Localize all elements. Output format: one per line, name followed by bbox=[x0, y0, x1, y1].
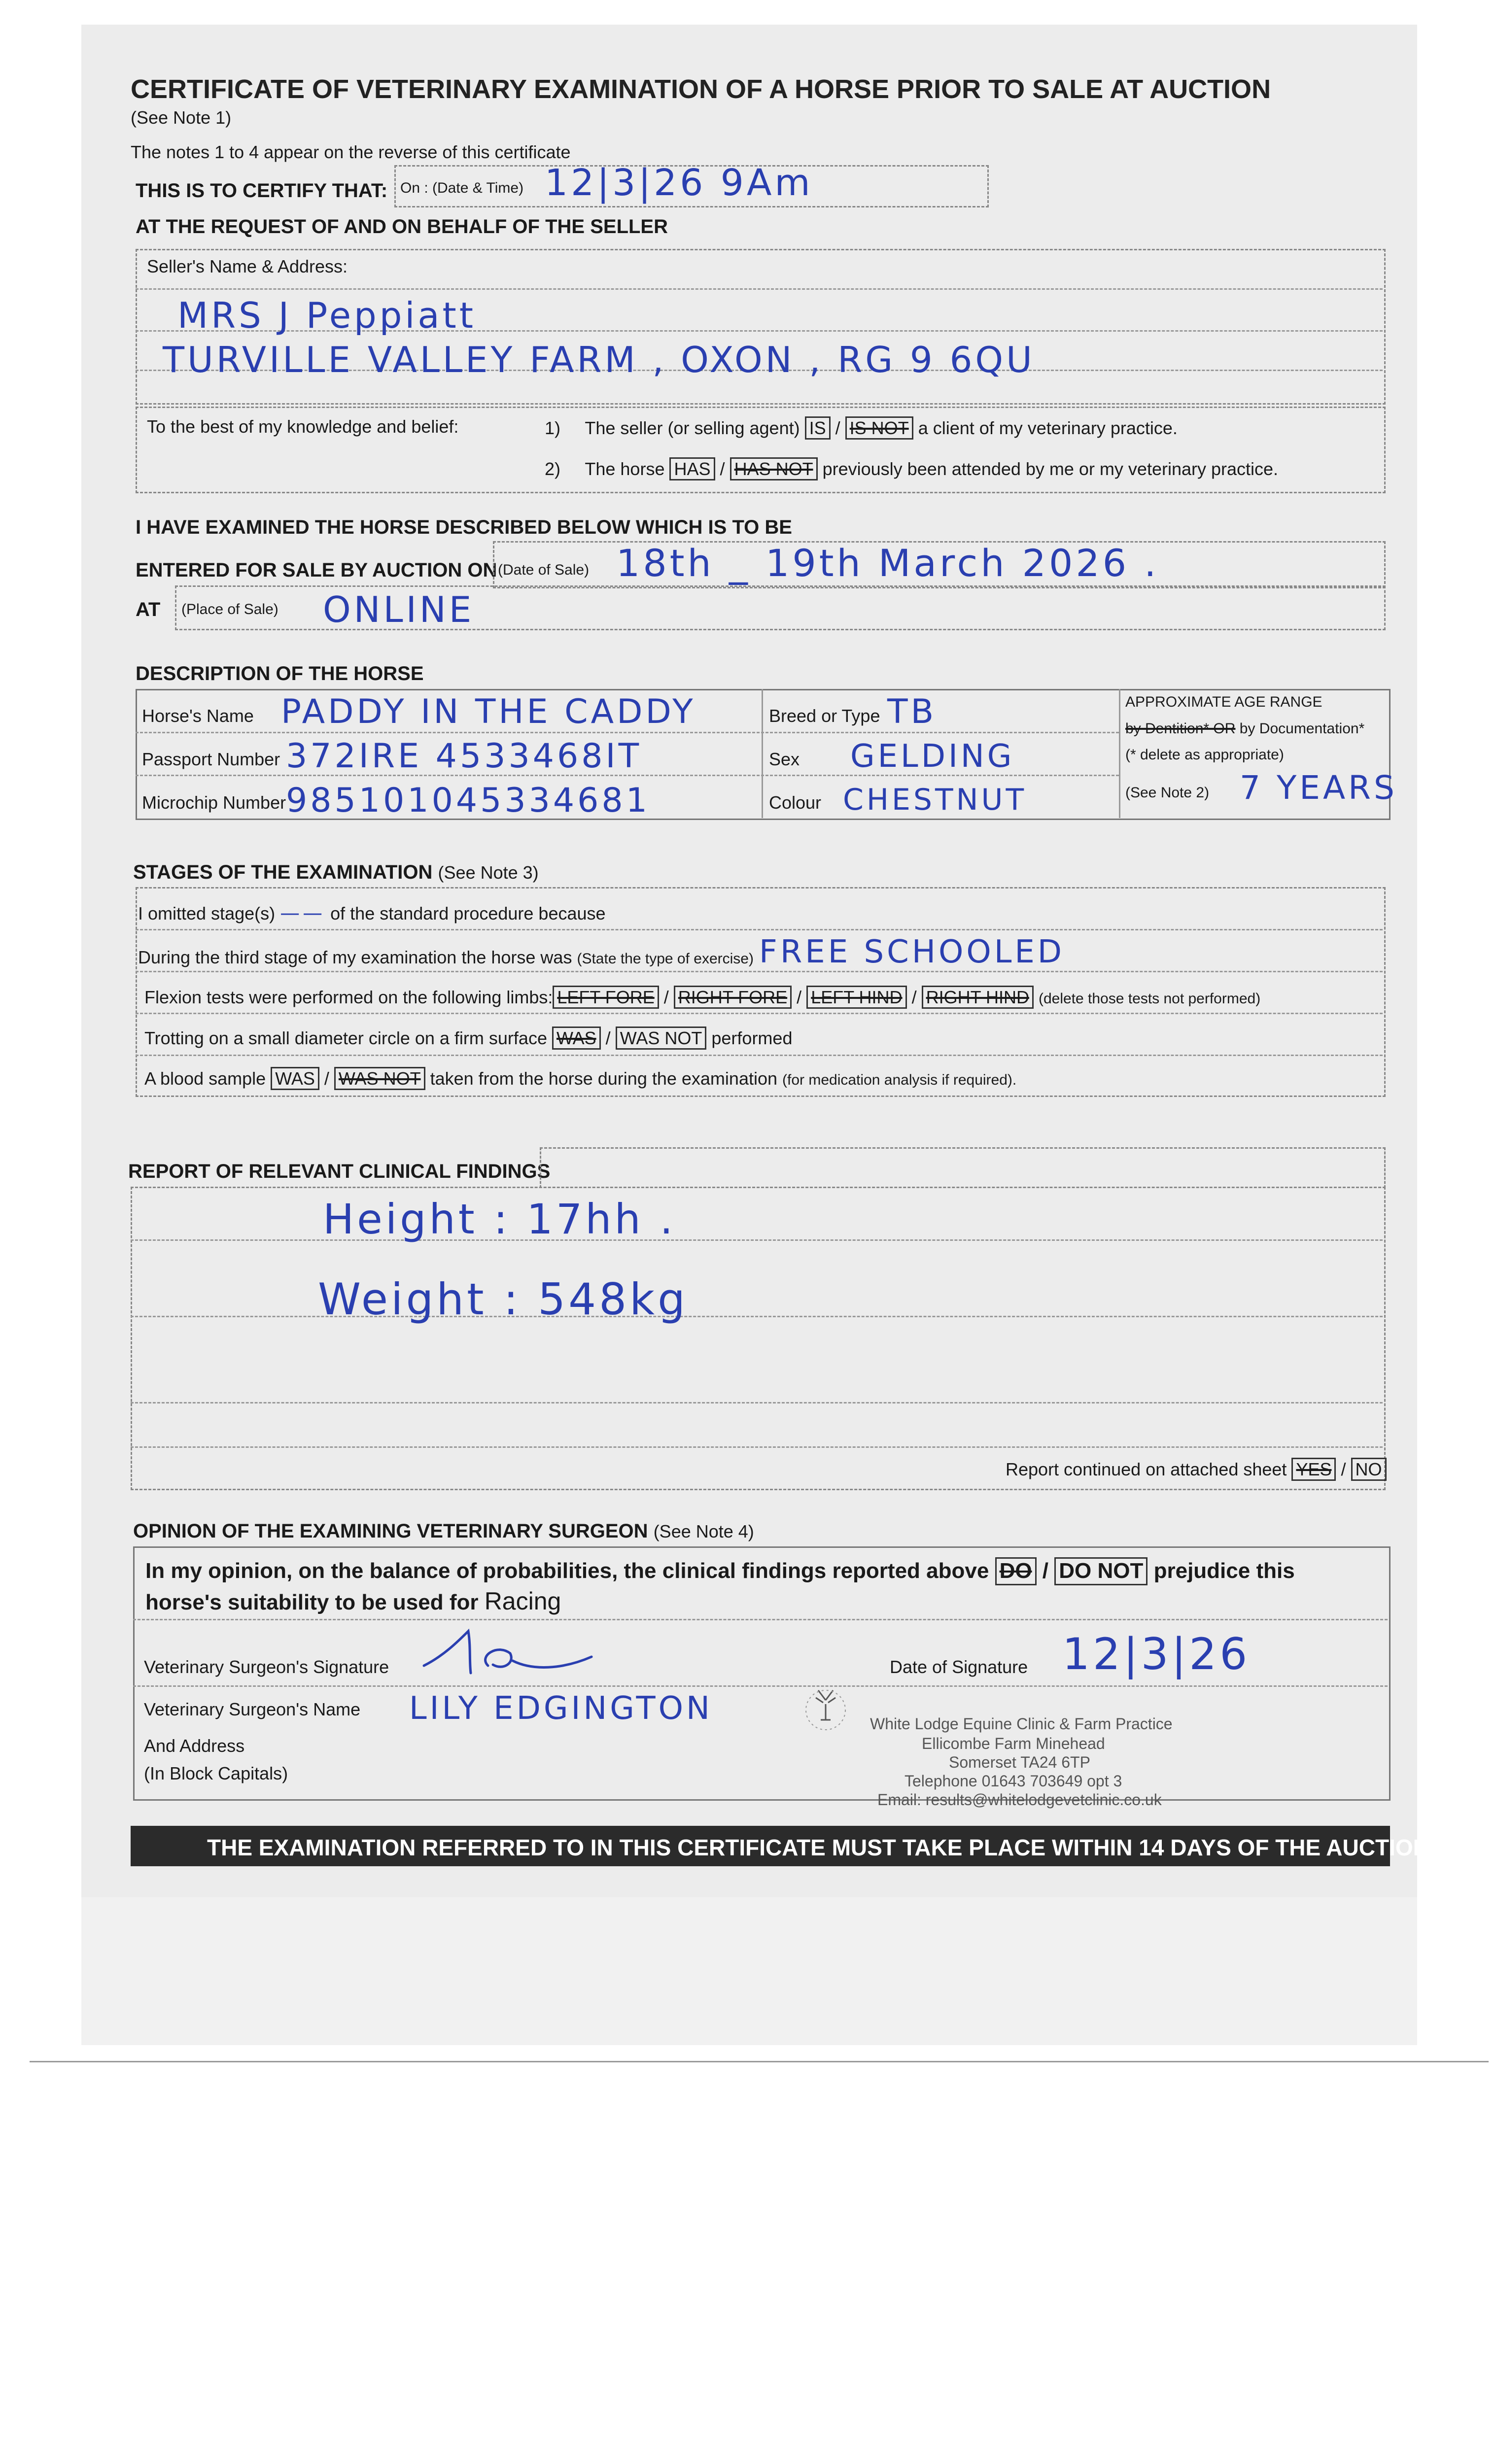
report-box bbox=[131, 1187, 1386, 1490]
blood-sep: / bbox=[324, 1068, 329, 1089]
date-of-sale-label: (Date of Sale) bbox=[498, 562, 590, 578]
certificate-title: CERTIFICATE OF VETERINARY EXAMINATION OF A HORSE PRIOR TO SALE AT AUCTION bbox=[131, 74, 1271, 104]
stages-line-1 bbox=[136, 929, 1383, 930]
stamp-line-4: Telephone 01643 703649 opt 3 bbox=[905, 1772, 1122, 1790]
blood-row bbox=[144, 1067, 1016, 1090]
age-delete-note: (* delete as appropriate) bbox=[1125, 747, 1284, 763]
item2-num: 2) bbox=[545, 459, 561, 479]
horse-name-label: Horse's Name bbox=[142, 706, 254, 726]
item2-hasnot-box: HAS NOT bbox=[730, 457, 818, 480]
seller-heading: AT THE REQUEST OF AND ON BEHALF OF THE SELLER bbox=[136, 216, 668, 238]
opinion-text-line2-row bbox=[145, 1587, 561, 1615]
opinion-text-line2: horse's suitability to be used for bbox=[145, 1590, 479, 1614]
vet-name-value: LILY EDGINGTON bbox=[409, 1690, 713, 1727]
report-no-box: NO bbox=[1351, 1458, 1387, 1481]
stamp-line-3: Somerset TA24 6TP bbox=[949, 1753, 1090, 1771]
item1-num: 1) bbox=[545, 418, 561, 438]
left-fore-box: LEFT FORE bbox=[553, 986, 659, 1009]
signature-label: Veterinary Surgeon's Signature bbox=[144, 1657, 389, 1677]
report-line-4 bbox=[131, 1446, 1383, 1448]
notes-text: The notes 1 to 4 appear on the reverse of this certificate bbox=[131, 142, 571, 162]
report-height: Height : 17hh . bbox=[323, 1195, 676, 1243]
age-value: 7 YEARS bbox=[1240, 769, 1397, 807]
third-value: FREE SCHOOLED bbox=[759, 934, 1065, 970]
knowledge-item1 bbox=[545, 416, 1178, 440]
opinion-text-pre: In my opinion, on the balance of probabilities, the clinical findings reported above bbox=[145, 1559, 989, 1583]
item2-has-box: HAS bbox=[669, 457, 715, 480]
passport-value: 372IRE 4533468IT bbox=[286, 737, 642, 776]
stamp-line-5: Email: results@whitelodgevetclinic.co.uk bbox=[877, 1791, 1162, 1809]
omitted-row bbox=[138, 902, 606, 924]
paper-edge bbox=[30, 2061, 1489, 2062]
item2-pre: The horse bbox=[585, 459, 665, 479]
description-heading: DESCRIPTION OF THE HORSE bbox=[136, 663, 424, 684]
desc-row-line-1 bbox=[136, 732, 1119, 733]
microchip-label: Microchip Number bbox=[142, 792, 286, 813]
bleed-through-area bbox=[81, 1897, 1417, 2045]
opinion-text-line1 bbox=[145, 1557, 1295, 1585]
passport-label: Passport Number bbox=[142, 749, 280, 769]
opinion-use-value: Racing bbox=[484, 1587, 561, 1615]
opinion-see-note: (See Note 4) bbox=[653, 1521, 754, 1541]
age-by-documentation: by Documentation* bbox=[1235, 720, 1365, 737]
opinion-text-post: prejudice this bbox=[1153, 1559, 1295, 1583]
trot-row bbox=[144, 1027, 792, 1050]
item1-sep: / bbox=[835, 418, 840, 438]
sale-date-value: 18th _ 19th March 2026 . bbox=[616, 541, 1159, 585]
trot-sep: / bbox=[605, 1028, 611, 1048]
knowledge-label: To the best of my knowledge and belief: bbox=[147, 416, 459, 437]
seller-line-1 bbox=[136, 288, 1383, 290]
seller-address: TURVILLE VALLEY FARM , OXON , RG 9 6QU bbox=[163, 339, 1035, 380]
flexion-post: (delete those tests not performed) bbox=[1038, 991, 1261, 1007]
report-line-1 bbox=[131, 1239, 1383, 1241]
trot-wasnot-box: WAS NOT bbox=[616, 1027, 707, 1050]
at-label: AT bbox=[136, 599, 161, 620]
age-by-dentition: by Dentition* OR bbox=[1125, 720, 1236, 737]
date-signature-label: Date of Signature bbox=[890, 1657, 1028, 1677]
stages-line-2 bbox=[136, 971, 1383, 972]
right-hind-box: RIGHT HIND bbox=[922, 986, 1034, 1009]
blood-post: taken from the horse during the examination bbox=[430, 1068, 778, 1089]
report-header-field bbox=[540, 1147, 1386, 1188]
report-heading: REPORT OF RELEVANT CLINICAL FINDINGS bbox=[128, 1161, 551, 1182]
examined-heading: I HAVE EXAMINED THE HORSE DESCRIBED BELOW WHICH IS TO BE bbox=[136, 516, 792, 538]
stages-line-3 bbox=[136, 1013, 1383, 1014]
omitted-pre: I omitted stage(s) bbox=[138, 903, 276, 924]
age-heading: APPROXIMATE AGE RANGE bbox=[1125, 694, 1322, 710]
report-line-3 bbox=[131, 1402, 1383, 1403]
third-stage-row bbox=[138, 947, 754, 968]
flexion-sep-3: / bbox=[911, 987, 917, 1007]
opinion-line-2 bbox=[133, 1685, 1388, 1687]
omitted-post: of the standard procedure because bbox=[330, 903, 606, 924]
blood-wasnot-box: WAS NOT bbox=[334, 1067, 425, 1090]
trot-was-box: WAS bbox=[552, 1027, 601, 1050]
report-continued-label: Report continued on attached sheet bbox=[1006, 1459, 1287, 1479]
entered-label: ENTERED FOR SALE BY AUCTION ON bbox=[136, 559, 497, 581]
item1-isnot-box: IS NOT bbox=[845, 416, 913, 440]
third-small: (State the type of exercise) bbox=[577, 951, 754, 967]
item1-pre: The seller (or selling agent) bbox=[585, 418, 800, 438]
blood-pre: A blood sample bbox=[144, 1068, 266, 1089]
colour-value: CHESTNUT bbox=[843, 783, 1027, 817]
flexion-sep-1: / bbox=[663, 987, 669, 1007]
blood-was-box: WAS bbox=[271, 1067, 319, 1090]
item2-post: previously been attended by me or my veterinary practice. bbox=[822, 459, 1279, 479]
opinion-line-1 bbox=[133, 1619, 1388, 1620]
flexion-row bbox=[144, 986, 1260, 1009]
flexion-sep-2: / bbox=[797, 987, 802, 1007]
sex-label: Sex bbox=[769, 749, 800, 769]
flexion-pre: Flexion tests were performed on the following limbs: bbox=[144, 987, 553, 1007]
see-note-1: (See Note 1) bbox=[131, 107, 232, 128]
on-date-label: On : (Date & Time) bbox=[400, 180, 524, 196]
stamp-line-2: Ellicombe Farm Minehead bbox=[922, 1735, 1105, 1752]
block-capitals-label: (In Block Capitals) bbox=[144, 1763, 288, 1783]
seller-name: MRS J Peppiatt bbox=[177, 295, 476, 336]
right-fore-box: RIGHT FORE bbox=[674, 986, 792, 1009]
opinion-heading-row bbox=[133, 1520, 754, 1542]
on-date-value: 12|3|26 9Am bbox=[545, 162, 813, 204]
place-of-sale-label: (Place of Sale) bbox=[181, 601, 278, 617]
opinion-heading: OPINION OF THE EXAMINING VETERINARY SURGEON bbox=[133, 1520, 648, 1542]
opinion-do-box: DO bbox=[995, 1557, 1037, 1585]
omitted-value: —— bbox=[280, 902, 326, 924]
microchip-value: 985101045334681 bbox=[286, 781, 650, 820]
third-pre: During the third stage of my examination the horse was bbox=[138, 947, 572, 967]
left-hind-box: LEFT HIND bbox=[806, 986, 906, 1009]
knowledge-item2 bbox=[545, 457, 1278, 480]
age-method bbox=[1125, 720, 1364, 737]
certify-label: THIS IS TO CERTIFY THAT: bbox=[136, 180, 388, 202]
practice-logo bbox=[803, 1685, 848, 1735]
age-see-note-2: (See Note 2) bbox=[1125, 785, 1210, 801]
report-continued-row bbox=[1006, 1458, 1387, 1481]
opinion-sep: / bbox=[1042, 1559, 1049, 1583]
item2-sep: / bbox=[720, 459, 725, 479]
horse-name-value: PADDY IN THE CADDY bbox=[281, 692, 696, 731]
item1-post: a client of my veterinary practice. bbox=[918, 418, 1178, 438]
footer-banner-text: THE EXAMINATION REFERRED TO IN THIS CERTIFICATE MUST TAKE PLACE WITHIN 14 DAYS OF THE AUCTION bbox=[207, 1835, 1429, 1860]
blood-small: (for medication analysis if required). bbox=[782, 1072, 1017, 1088]
opinion-donot-box: DO NOT bbox=[1054, 1557, 1148, 1585]
item1-is-box: IS bbox=[805, 416, 831, 440]
address-label: And Address bbox=[144, 1736, 245, 1756]
stamp-line-1: White Lodge Equine Clinic & Farm Practice bbox=[870, 1715, 1173, 1733]
report-yes-box: YES bbox=[1291, 1458, 1336, 1481]
breed-value: TB bbox=[887, 692, 937, 731]
sex-value: GELDING bbox=[850, 738, 1015, 775]
stages-line-4 bbox=[136, 1055, 1383, 1056]
trot-post: performed bbox=[711, 1028, 793, 1048]
trot-pre: Trotting on a small diameter circle on a firm surface bbox=[144, 1028, 547, 1048]
seller-label: Seller's Name & Address: bbox=[147, 256, 348, 276]
stages-heading: STAGES OF THE EXAMINATION bbox=[133, 861, 433, 883]
desc-divider-2 bbox=[1119, 689, 1120, 818]
stages-see-note: (See Note 3) bbox=[438, 862, 539, 883]
breed-label: Breed or Type bbox=[769, 706, 880, 726]
colour-label: Colour bbox=[769, 792, 822, 813]
vet-signature bbox=[414, 1626, 601, 1680]
date-signature-value: 12|3|26 bbox=[1062, 1629, 1251, 1679]
report-weight: Weight : 548kg bbox=[318, 1274, 688, 1325]
stages-heading-row bbox=[133, 861, 539, 884]
vet-name-label: Veterinary Surgeon's Name bbox=[144, 1699, 361, 1719]
desc-divider-1 bbox=[762, 689, 763, 818]
place-value: ONLINE bbox=[323, 589, 475, 630]
report-sep: / bbox=[1341, 1459, 1346, 1479]
